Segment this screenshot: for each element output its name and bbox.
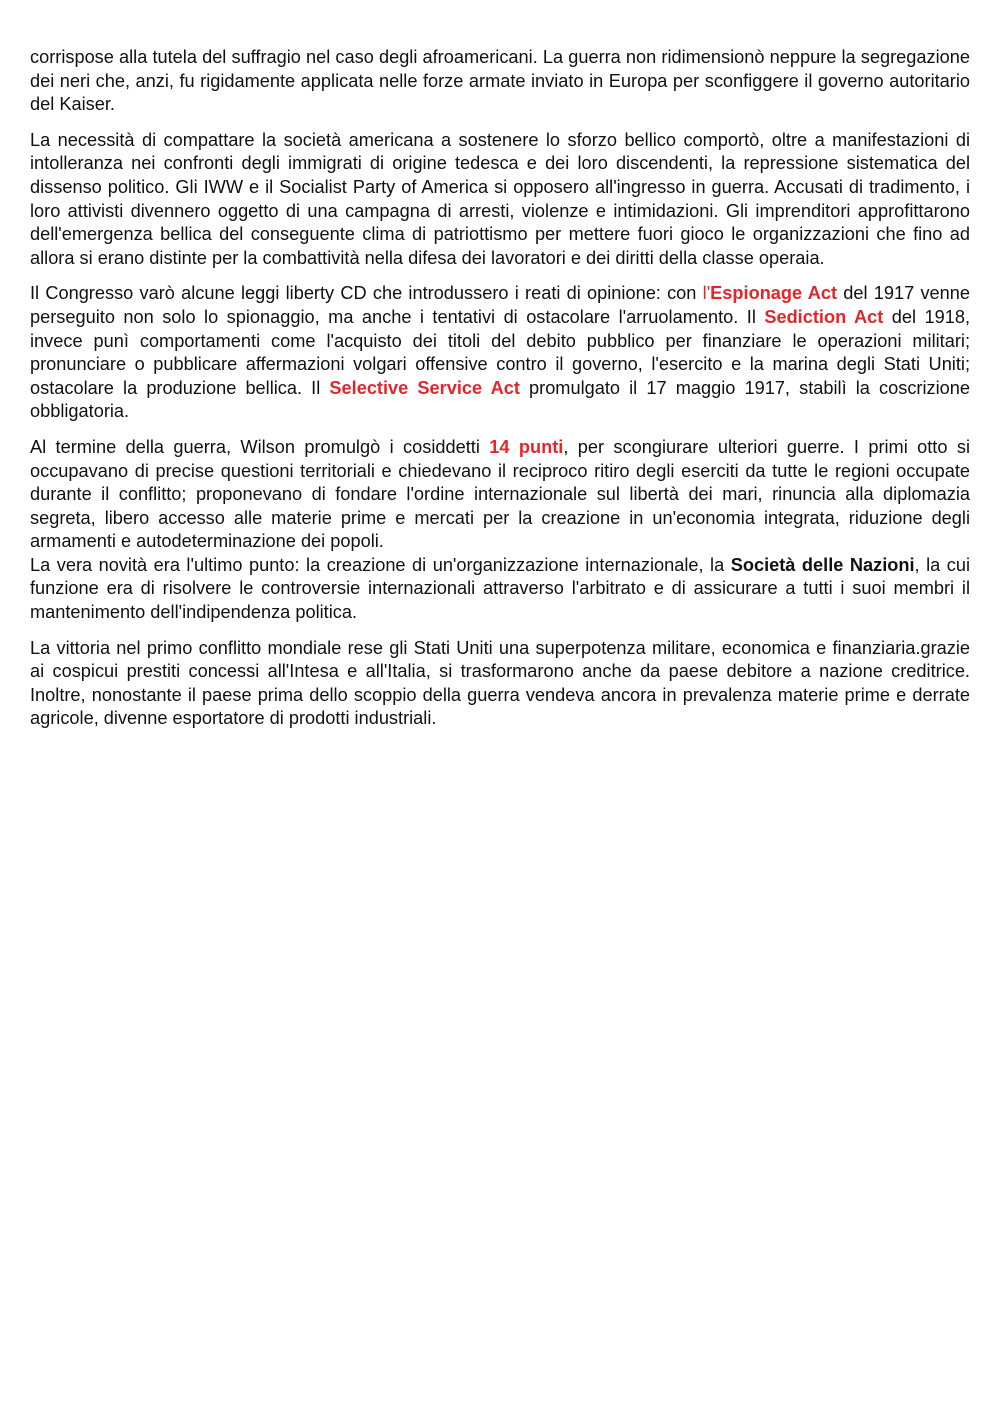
- text-run: promulgato il 17 maggio 1917, stabilì la coscrizione obbligatoria.: [30, 377, 971, 422]
- text-run: , la cui funzione era di risolvere le controversie internazionali attraverso l'arbitrato e di assicurare a tutti i suoi membri il mantenimento dell'indipendenza politica.: [30, 554, 970, 623]
- text-run: La vera novità era l'ultimo punto: la creazione di un'organizzazione internazionale, la: [30, 554, 731, 575]
- paragraph-text: La necessità di compattare la società americana a sostenere lo sforzo bellico comportò, oltre a manifestazioni di intolleranza nei confronti degli immigrati di origine tedesca e dei loro discendenti, la repressione sistematica del dissenso politico. Gli IWW e il Socialist Party of America si opposero all'ingresso in guerra. Accusati di tradimento, i loro attivisti divennero oggetto di una campagna di arresti, violenze e intimidazioni. Gli imprenditori approfittarono dell'emergenza bellica del conseguente clima di patriottismo per mettere fuori gioco le organizzazioni che fino ad allora si erano distinte per la combattività nella difesa dei lavoratori e dei diritti della classe operaia.: [30, 129, 970, 268]
- text-run: , per scongiurare ulteriori guerre. I primi otto si occupavano di precise questioni territoriali e chiedevano il reciproco ritiro degli eserciti da tutte le regioni occupate durante il conflitto; proponevano di fondare l'ordine internazionale sul libertà dei mari, rinuncia alla diplomazia segreta, libero accesso alle materie prime e mercati per la creazione in un'economia integrata, riduzione degli armamenti e autodeterminazione dei popoli.: [30, 436, 970, 552]
- text-run: Il Congresso varò alcune leggi liberty CD che introdussero i reati di opinione: con: [30, 283, 703, 304]
- article-highlight: l': [702, 283, 711, 304]
- league-of-nations-term: Società delle Nazioni: [730, 554, 915, 575]
- paragraph-league-of-nations: [30, 554, 970, 625]
- espionage-act-term: Espionage Act: [710, 283, 838, 304]
- fourteen-points-term: 14 punti: [489, 436, 564, 457]
- paragraph-text: La vittoria nel primo conflitto mondiale rese gli Stati Uniti una superpotenza militare, economica e finanziaria.grazie ai cospicui prestiti concessi all'Intesa e all'Italia, si trasformarono anche da paese debitore a nazione creditrice. Inoltre, nonostante il paese prima dello scoppio della guerra vendeva ancora in prevalenza materie prime e derrate agricole, divenne esportatore di prodotti industriali.: [30, 637, 970, 729]
- paragraph-fourteen-points: [30, 436, 970, 554]
- text-run: del 1917 venne perseguito non solo lo spionaggio, ma anche i tentativi di ostacolare l'arruolamento. Il: [30, 283, 971, 327]
- paragraph-repression: [30, 129, 970, 271]
- text-run: del 1918, invece punì comportamenti come l'acquisto dei titoli del debito pubblico per finanziare le operazioni militari; pronunciare o pubblicare affermazioni volgari offensive contro il governo, l'esercito e la marina degli Stati Uniti; ostacolare la produzione bellica. Il: [30, 306, 970, 398]
- paragraph-superpower: [30, 637, 970, 731]
- paragraph-text: corrispose alla tutela del suffragio nel caso degli afroamericani. La guerra non ridimensionò neppure la segregazione dei neri che, anzi, fu rigidamente applicata nelle forze armate inviato in Europa per sconfiggere il governo autoritario del Kaiser.: [30, 47, 970, 115]
- paragraph-segregation: [30, 46, 970, 117]
- text-run: Al termine della guerra, Wilson promulgò i cosiddetti: [30, 436, 490, 457]
- document-page: [30, 46, 970, 743]
- selective-service-act-term: Selective Service Act: [329, 377, 520, 398]
- paragraph-laws: [30, 282, 970, 424]
- sediction-act-term: Sediction Act: [764, 306, 884, 327]
